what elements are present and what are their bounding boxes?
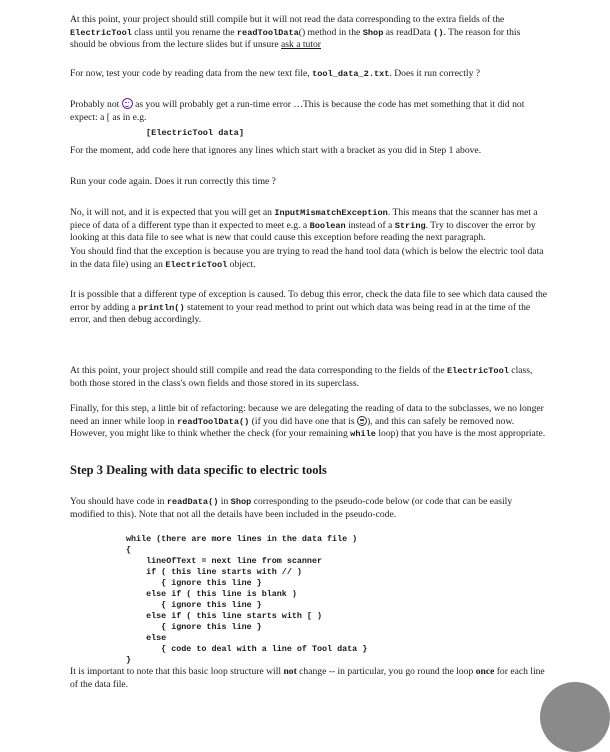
paragraph-hand-tool-exception: You should find that the exception is because you are trying to read the hand tool data (which is below the electric tool data in the data file) using an ElectricTool object. bbox=[70, 246, 544, 270]
ask-a-tutor-link[interactable]: ask a tutor bbox=[281, 39, 321, 51]
paragraph-compile-note: At this point, your project should still compile but it will not read the data corresponding to the extra fields of the ElectricTool class until you rename the readToolData() method in the Shop as readData (). The reason for this should be obvious from the lecture slides but if unsure ask a tutor bbox=[70, 14, 521, 51]
paragraph-probably-not: Probably not as you will probably get a run-time error …This is because the code has met something that it did not expect: a [ as in e.g. bbox=[70, 99, 525, 123]
code-line: if ( this line starts with // ) bbox=[126, 567, 302, 577]
paragraph-refactoring: Finally, for this step, a little bit of refactoring: because we are delegating the reading of data to the subclasses, we no longer need an inner while loop in readToolData() (if you did have one that is ), and this can safely be removed now. However, you might like to think whether the check (for your remaining while loop) that you have is the most appropriate. bbox=[70, 403, 546, 440]
section-heading-step-3: Step 3 Dealing with data specific to electric tools bbox=[70, 463, 327, 477]
code-line: } bbox=[126, 655, 132, 665]
paragraph-read-electric-fields: At this point, your project should still compile and read the data corresponding to the fields of the ElectricTool class, both those stored in the class's own fields and those stored in its superclass. bbox=[70, 365, 533, 389]
code-line: { bbox=[126, 545, 132, 555]
code-line: else bbox=[126, 633, 167, 643]
code-line: else if ( this line starts with [ ) bbox=[126, 611, 323, 621]
code-line: { ignore this line } bbox=[126, 622, 262, 632]
code-line: { code to deal with a line of Tool data } bbox=[126, 644, 368, 654]
smiley-icon bbox=[357, 416, 367, 426]
paragraph-loop-structure: It is important to note that this basic loop structure will not change -- in particular, you go round the loop once for each line of the data file. bbox=[70, 666, 545, 690]
paragraph-pseudo-code-intro: You should have code in readData() in Shop corresponding to the pseudo-code below (or code that can be easily modified to this). Note that not all the details have been included in the pseudo-code. bbox=[70, 496, 513, 520]
code-line: { ignore this line } bbox=[126, 600, 262, 610]
electric-tool-data-sample: [ElectricTool data] bbox=[146, 128, 244, 138]
code-line: while (there are more lines in the data file ) bbox=[126, 534, 358, 544]
paragraph-debug-error: It is possible that a different type of exception is caused. To debug this error, check the data file to see which data caused the error by adding a println() statement to your read method to print out which data was being read in at the time of the error, and then debug accordingly. bbox=[70, 289, 548, 326]
paragraph-test-code: For now, test your code by reading data from the new text file, tool_data_2.txt. Does it run correctly ? bbox=[70, 68, 481, 79]
code-line: else if ( this line is blank ) bbox=[126, 589, 297, 599]
scroll-to-top-button[interactable] bbox=[540, 682, 610, 752]
paragraph-input-mismatch: No, it will not, and it is expected that you will get an InputMismatchException. This means that the scanner has met a piece of data of a different type than it expected to meet e.g. a Boolean instead of a String. Try to discover the error by looking at this data file to see what is new that could cause this exception before reading the next paragraph. bbox=[70, 207, 538, 244]
paragraph-ignore-brackets: For the moment, add code here that ignores any lines which start with a bracket as you did in Step 1 above. bbox=[70, 145, 482, 156]
paragraph-run-again: Run your code again. Does it run correctly this time ? bbox=[70, 176, 276, 187]
code-line: lineOfText = next line from scanner bbox=[126, 556, 323, 566]
sad-face-icon bbox=[122, 98, 133, 109]
code-line: { ignore this line } bbox=[126, 578, 262, 588]
